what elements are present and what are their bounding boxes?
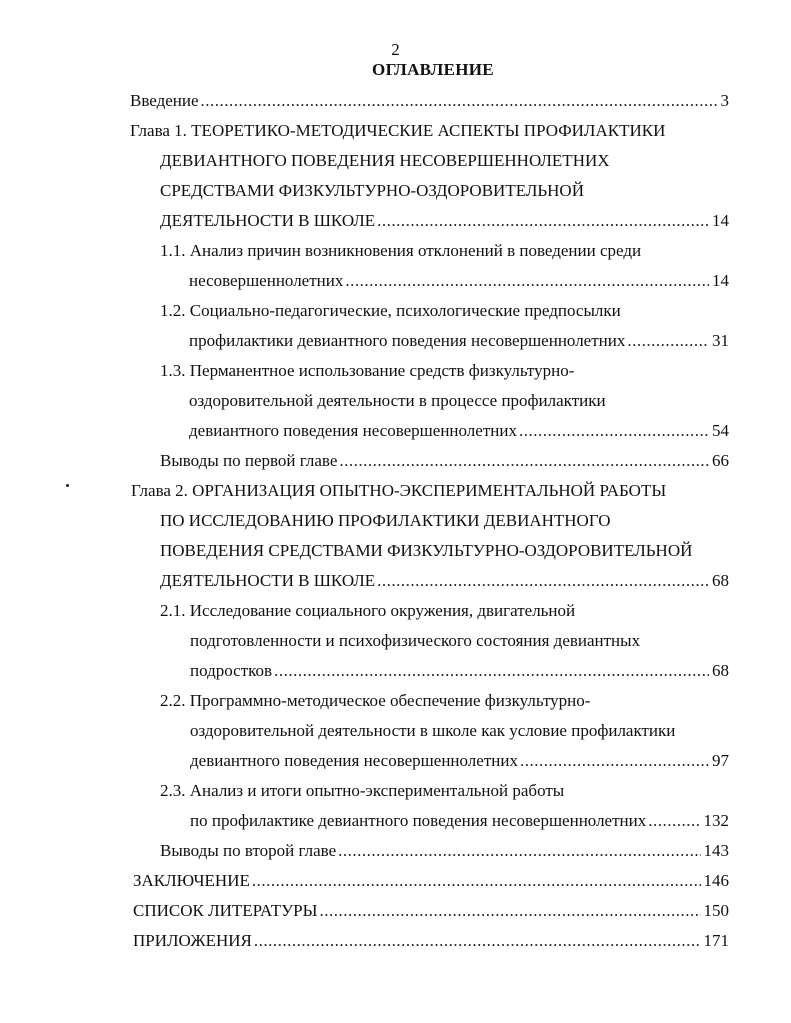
toc-entry-bibliography[interactable]	[133, 896, 729, 926]
toc-section-2-2-last-line[interactable]	[190, 746, 729, 776]
toc-section-1-3-last-line[interactable]	[189, 416, 729, 446]
toc-page-number: 150	[703, 901, 729, 920]
page-title: ОГЛАВЛЕНИЕ	[372, 60, 494, 79]
toc-page-number: 143	[703, 841, 729, 860]
dot-leader	[201, 86, 718, 116]
toc-chapter1-line3: СРЕДСТВАМИ ФИЗКУЛЬТУРНО-ОЗДОРОВИТЕЛЬНОЙ	[160, 181, 584, 200]
toc-page-number: 66	[712, 451, 729, 470]
toc-entry-label: по профилактике девиантного поведения несовершеннолетних	[190, 811, 647, 830]
toc-chapter2-conclusions[interactable]	[160, 836, 729, 866]
toc-chapter2-line2: ПО ИССЛЕДОВАНИЮ ПРОФИЛАКТИКИ ДЕВИАНТНОГО	[160, 511, 611, 530]
dot-leader	[519, 416, 709, 446]
dot-leader	[338, 836, 700, 866]
toc-entry-label: ДЕЯТЕЛЬНОСТИ В ШКОЛЕ	[160, 211, 376, 230]
toc-page-number: 54	[712, 421, 729, 440]
toc-entry-label: девиантного поведения несовершеннолетних	[189, 421, 517, 440]
toc-entry-conclusion[interactable]	[133, 866, 729, 896]
toc-chapter2-line3: ПОВЕДЕНИЯ СРЕДСТВАМИ ФИЗКУЛЬТУРНО-ОЗДОРОВИТЕЛЬНОЙ	[160, 541, 693, 560]
dot-leader	[377, 206, 709, 236]
toc-entry-label: ЗАКЛЮЧЕНИЕ	[133, 871, 250, 890]
toc-page-number: 171	[703, 931, 729, 950]
toc-section-1-2-line1[interactable]: 1.2. Социально-педагогические, психологические предпосылки	[160, 301, 621, 320]
dot-leader	[627, 326, 709, 356]
dot-leader	[274, 656, 709, 686]
toc-entry-label: СПИСОК ЛИТЕРАТУРЫ	[133, 901, 318, 920]
toc-entry-label: несовершеннолетних	[189, 271, 344, 290]
dot-leader	[254, 926, 701, 956]
toc-entry-label: Введение	[130, 91, 199, 110]
toc-page-number: 31	[712, 331, 729, 350]
toc-page-number: 68	[712, 661, 729, 680]
toc-section-1-1-last-line[interactable]	[189, 266, 729, 296]
toc-entry-label: ПРИЛОЖЕНИЯ	[133, 931, 252, 950]
toc-chapter1-conclusions[interactable]	[160, 446, 729, 476]
toc-page-number: 97	[712, 751, 729, 770]
dot-leader	[339, 446, 709, 476]
toc-chapter1-line2: ДЕВИАНТНОГО ПОВЕДЕНИЯ НЕСОВЕРШЕННОЛЕТНИХ	[160, 151, 610, 170]
toc-page-number: 14	[712, 271, 729, 290]
toc-entry-label: подростков	[190, 661, 273, 680]
page-number: 2	[391, 40, 400, 59]
toc-section-1-2-last-line[interactable]	[189, 326, 729, 356]
toc-section-2-3-line1[interactable]: 2.3. Анализ и итоги опытно-экспериментальной работы	[160, 781, 565, 800]
toc-page-number: 3	[720, 91, 729, 110]
toc-entry-label: Выводы по первой главе	[160, 451, 338, 470]
toc-page-number: 68	[712, 571, 729, 590]
toc-section-2-1-line2: подготовленности и психофизического состояния девиантных	[190, 631, 641, 650]
toc-section-1-1-line1[interactable]: 1.1. Анализ причин возникновения отклонений в поведении среди	[160, 241, 642, 260]
toc-section-2-2-line1[interactable]: 2.2. Программно-методическое обеспечение физкультурно-	[160, 691, 591, 710]
toc-entry-label: профилактики девиантного поведения несовершеннолетних	[189, 331, 626, 350]
toc-page-number: 132	[703, 811, 729, 830]
dot-leader	[377, 566, 709, 596]
toc-entry-label: Выводы по второй главе	[160, 841, 337, 860]
dot-leader	[319, 896, 700, 926]
toc-section-2-3-last-line[interactable]	[190, 806, 729, 836]
dot-leader	[648, 806, 700, 836]
toc-section-2-1-last-line[interactable]	[190, 656, 729, 686]
scan-speck	[66, 484, 69, 487]
toc-page-number: 14	[712, 211, 729, 230]
toc-chapter2-last-line[interactable]	[160, 566, 729, 596]
toc-entry-appendices[interactable]	[133, 926, 729, 956]
toc-chapter1-last-line[interactable]	[160, 206, 729, 236]
toc-section-2-1-line1[interactable]: 2.1. Исследование социального окружения, двигательной	[160, 601, 576, 620]
dot-leader	[520, 746, 709, 776]
toc-section-1-3-line1[interactable]: 1.3. Перманентное использование средств физкультурно-	[160, 361, 575, 380]
toc-section-1-3-line2: оздоровительной деятельности в процессе профилактики	[189, 391, 606, 410]
toc-page-number: 146	[703, 871, 729, 890]
toc-entry-label: ДЕЯТЕЛЬНОСТИ В ШКОЛЕ	[160, 571, 376, 590]
toc-entry-intro[interactable]	[130, 86, 729, 116]
toc-chapter2-line1[interactable]: Глава 2. ОРГАНИЗАЦИЯ ОПЫТНО-ЭКСПЕРИМЕНТАЛЬНОЙ РАБОТЫ	[131, 481, 667, 500]
toc-chapter1-line1[interactable]: Глава 1. ТЕОРЕТИКО-МЕТОДИЧЕСКИЕ АСПЕКТЫ ПРОФИЛАКТИКИ	[130, 121, 666, 140]
toc-section-2-2-line2: оздоровительной деятельности в школе как условие профилактики	[190, 721, 676, 740]
dot-leader	[252, 866, 701, 896]
toc-entry-label: девиантного поведения несовершеннолетних	[190, 751, 518, 770]
dot-leader	[345, 266, 709, 296]
